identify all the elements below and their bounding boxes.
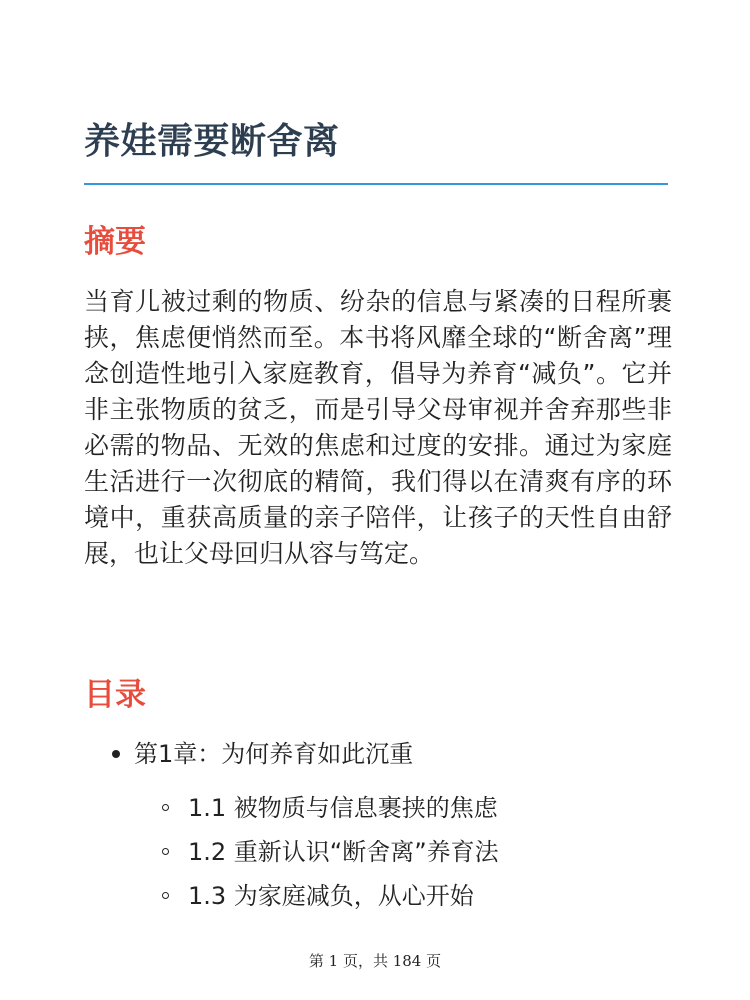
toc-section-1-2 bbox=[134, 830, 668, 874]
bullet-circle-icon bbox=[162, 804, 169, 811]
bullet-disc-icon bbox=[112, 750, 120, 758]
bullet-circle-icon bbox=[162, 848, 169, 855]
toc-section-label: 1.1 被物质与信息裹挟的焦虑 bbox=[188, 794, 498, 822]
book-title: 养娃需要断舍离 bbox=[84, 121, 340, 162]
toc-heading: 目录 bbox=[84, 677, 146, 713]
toc-section-1-3 bbox=[134, 874, 668, 918]
toc-chapter-1 bbox=[84, 736, 668, 918]
abstract-text: 当育儿被过剩的物质、纷杂的信息与紧凑的日程所裹挟，焦虑便悄然而至。本书将风靡全球的“断舍离”理念创造性地引入家庭教育，倡导为养育“减负”。它并非主张物质的贫乏，而是引导父母审视并舍弃那些非必需的物品、无效的焦虑和过度的安排。通过为家庭生活进行一次彻底的精简，我们得以在清爽有序的环境中，重获高质量的亲子陪伴，让孩子的天性自由舒展，也让父母回归从容与笃定。 bbox=[84, 287, 672, 568]
toc-chapter-label: 第1章：为何养育如此沉重 bbox=[134, 740, 414, 768]
page-number-footer: 第 1 页，共 184 页 bbox=[308, 952, 442, 970]
toc-section-label: 1.3 为家庭减负，从心开始 bbox=[188, 882, 474, 910]
abstract-heading: 摘要 bbox=[84, 224, 146, 260]
table-of-contents bbox=[84, 736, 668, 918]
title-divider bbox=[84, 183, 668, 185]
toc-section-label: 1.2 重新认识“断舍离”养育法 bbox=[188, 838, 499, 866]
toc-section-1-1 bbox=[134, 786, 668, 830]
toc-chapter-1-sections bbox=[134, 786, 668, 918]
bullet-circle-icon bbox=[162, 892, 169, 899]
